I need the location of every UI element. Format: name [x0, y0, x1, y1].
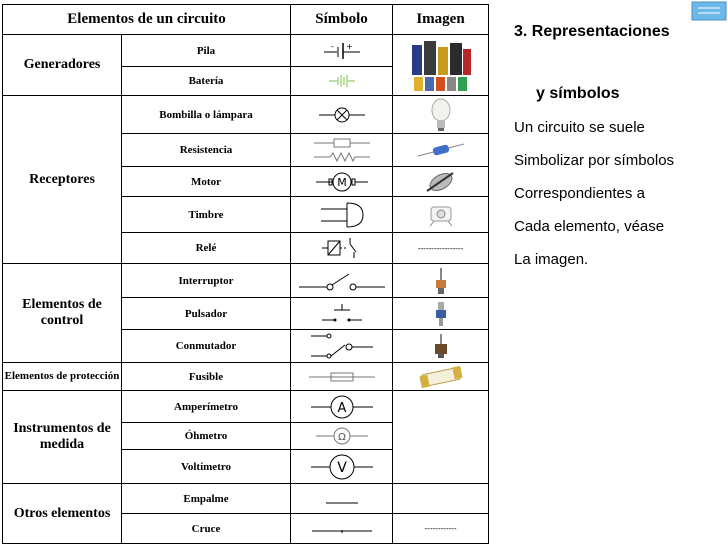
item-resistencia: Resistencia [122, 134, 291, 167]
fusible-symbol [291, 363, 393, 391]
item-pulsador: Pulsador [122, 298, 291, 330]
side-heading-line2: y símbolos [536, 85, 620, 102]
svg-text:-: - [330, 41, 334, 51]
item-timbre: Timbre [122, 197, 291, 233]
group-receptores: Receptores [3, 96, 122, 264]
ohmetro-letter: Ω [337, 432, 346, 443]
bombilla-image [393, 96, 489, 134]
instrumentos-image-empty [393, 391, 489, 484]
item-motor: Motor [122, 167, 291, 197]
item-empalme: Empalme [122, 484, 291, 514]
rele-symbol [291, 233, 393, 264]
interruptor-symbol [291, 264, 393, 298]
fusible-image [393, 363, 489, 391]
generadores-image [393, 35, 489, 96]
side-text-line: Un circuito se suele [514, 119, 645, 136]
item-interruptor: Interruptor [122, 264, 291, 298]
pulsador-symbol [291, 298, 393, 330]
header-imagen: Imagen [393, 5, 489, 35]
header-elementos: Elementos de un circuito [3, 5, 291, 35]
amperimetro-symbol [291, 391, 393, 423]
header-simbolo: Símbolo [291, 5, 393, 35]
motor-image [393, 167, 489, 197]
voltimetro-letter: V [336, 459, 347, 476]
ohmetro-symbol [291, 423, 393, 450]
motor-symbol [291, 167, 393, 197]
side-text-line: La imagen. [514, 251, 589, 268]
amperimetro-letter: A [337, 400, 346, 416]
pulsador-image [393, 298, 489, 330]
empalme-image-empty [393, 484, 489, 514]
circuit-elements-table [2, 4, 489, 544]
interruptor-image [393, 264, 489, 298]
side-text-line: Simbolizar por símbolos [514, 152, 675, 169]
resistencia-image [393, 134, 489, 167]
conmutador-symbol [291, 330, 393, 363]
voltimetro-symbol [291, 450, 393, 484]
item-amperimetro: Amperímetro [122, 391, 291, 423]
cruce-symbol [291, 514, 393, 544]
item-bombilla: Bombilla o lámpara [122, 96, 291, 134]
item-voltimetro: Voltímetro [122, 450, 291, 484]
slide-corner-icon [690, 0, 728, 22]
item-pila: Pila [122, 35, 291, 67]
cruce-image-placeholder: ------------ [393, 514, 489, 544]
group-generadores: Generadores [3, 35, 122, 96]
resistencia-symbol [291, 134, 393, 167]
side-text-line: Correspondientes a [514, 185, 645, 202]
bateria-symbol [291, 67, 393, 96]
bombilla-symbol [291, 96, 393, 134]
motor-letter: M [336, 175, 347, 189]
item-fusible: Fusible [122, 363, 291, 391]
side-heading-line1: 3. Representaciones [514, 23, 670, 40]
timbre-symbol [291, 197, 393, 233]
item-cruce: Cruce [122, 514, 291, 544]
item-rele: Relé [122, 233, 291, 264]
pila-symbol [291, 35, 393, 67]
group-otros-elementos: Otros elementos [3, 484, 122, 544]
group-elementos-control: Elementos de control [3, 264, 122, 363]
rele-image-placeholder: ----------------- [393, 233, 489, 264]
item-ohmetro: Óhmetro [122, 423, 291, 450]
side-text-line: Cada elemento, véase [514, 218, 665, 235]
item-bateria: Batería [122, 67, 291, 96]
group-elementos-proteccion: Elementos de protección [3, 363, 122, 391]
empalme-symbol [291, 484, 393, 514]
conmutador-image [393, 330, 489, 363]
timbre-image [393, 197, 489, 233]
item-conmutador: Conmutador [122, 330, 291, 363]
svg-text:+: + [345, 41, 353, 51]
group-instrumentos-medida: Instrumentos de medida [3, 391, 122, 484]
